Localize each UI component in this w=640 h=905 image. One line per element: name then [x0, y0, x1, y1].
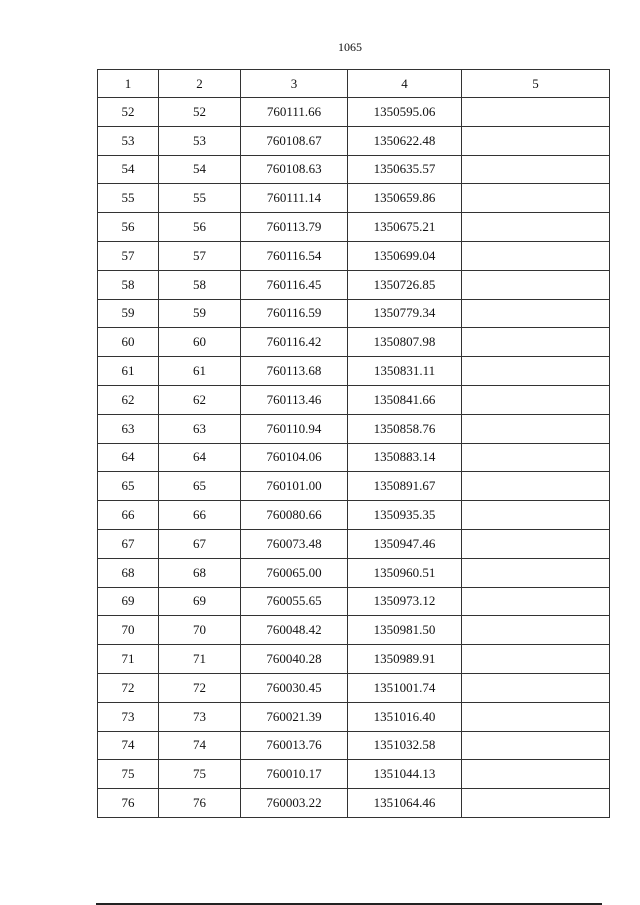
table-cell-col-2: 65 — [159, 472, 241, 501]
table-cell-col-2: 64 — [159, 443, 241, 472]
table-cell-col-5 — [462, 501, 610, 530]
table-cell-col-5 — [462, 616, 610, 645]
table-row — [98, 385, 610, 414]
table-row — [98, 501, 610, 530]
table-cell-col-3: 760116.42 — [241, 328, 348, 357]
table-cell-col-1: 69 — [98, 587, 159, 616]
table-cell-col-5 — [462, 385, 610, 414]
column-header-1: 1 — [98, 70, 159, 98]
table-row — [98, 357, 610, 386]
table-cell-col-1: 65 — [98, 472, 159, 501]
table-cell-col-5 — [462, 126, 610, 155]
table-cell-col-4: 1350807.98 — [348, 328, 462, 357]
table-row — [98, 558, 610, 587]
table-cell-col-4: 1350675.21 — [348, 213, 462, 242]
table-cell-col-3: 760104.06 — [241, 443, 348, 472]
table-cell-col-2: 75 — [159, 760, 241, 789]
table-cell-col-3: 760030.45 — [241, 673, 348, 702]
table-row — [98, 155, 610, 184]
table-cell-col-3: 760110.94 — [241, 414, 348, 443]
table-cell-col-1: 55 — [98, 184, 159, 213]
table-cell-col-3: 760108.63 — [241, 155, 348, 184]
table-cell-col-3: 760113.46 — [241, 385, 348, 414]
table-row — [98, 529, 610, 558]
table-cell-col-4: 1350831.11 — [348, 357, 462, 386]
table-cell-col-5 — [462, 299, 610, 328]
table-cell-col-4: 1350981.50 — [348, 616, 462, 645]
table-cell-col-1: 61 — [98, 357, 159, 386]
table-cell-col-1: 60 — [98, 328, 159, 357]
column-header-2: 2 — [159, 70, 241, 98]
table-cell-col-4: 1351044.13 — [348, 760, 462, 789]
table-cell-col-1: 63 — [98, 414, 159, 443]
table-cell-col-4: 1351016.40 — [348, 702, 462, 731]
table-cell-col-1: 57 — [98, 241, 159, 270]
table-row — [98, 184, 610, 213]
table-cell-col-5 — [462, 529, 610, 558]
table-row — [98, 241, 610, 270]
table-cell-col-1: 76 — [98, 789, 159, 818]
table-row — [98, 270, 610, 299]
table-header-row — [98, 70, 610, 98]
table-cell-col-5 — [462, 98, 610, 127]
table-cell-col-4: 1350779.34 — [348, 299, 462, 328]
table-cell-col-3: 760073.48 — [241, 529, 348, 558]
table-cell-col-3: 760080.66 — [241, 501, 348, 530]
table-cell-col-1: 54 — [98, 155, 159, 184]
table-cell-col-5 — [462, 760, 610, 789]
table-cell-col-1: 74 — [98, 731, 159, 760]
table-cell-col-1: 53 — [98, 126, 159, 155]
table-cell-col-4: 1350883.14 — [348, 443, 462, 472]
table-row — [98, 414, 610, 443]
table-cell-col-3: 760065.00 — [241, 558, 348, 587]
table-cell-col-5 — [462, 270, 610, 299]
table-cell-col-4: 1350960.51 — [348, 558, 462, 587]
table-cell-col-4: 1350595.06 — [348, 98, 462, 127]
table-row — [98, 731, 610, 760]
table-row — [98, 645, 610, 674]
table-cell-col-4: 1351032.58 — [348, 731, 462, 760]
table-cell-col-3: 760113.68 — [241, 357, 348, 386]
table-cell-col-4: 1350622.48 — [348, 126, 462, 155]
table-cell-col-4: 1350858.76 — [348, 414, 462, 443]
table-row — [98, 789, 610, 818]
table-row — [98, 126, 610, 155]
table-cell-col-5 — [462, 673, 610, 702]
table-cell-col-3: 760101.00 — [241, 472, 348, 501]
table-cell-col-1: 56 — [98, 213, 159, 242]
table-cell-col-4: 1350935.35 — [348, 501, 462, 530]
table-cell-col-4: 1351064.46 — [348, 789, 462, 818]
table-cell-col-3: 760021.39 — [241, 702, 348, 731]
table-cell-col-2: 54 — [159, 155, 241, 184]
table-cell-col-3: 760111.66 — [241, 98, 348, 127]
table-cell-col-2: 61 — [159, 357, 241, 386]
table-cell-col-3: 760111.14 — [241, 184, 348, 213]
table-row — [98, 587, 610, 616]
table-row — [98, 760, 610, 789]
table-cell-col-2: 56 — [159, 213, 241, 242]
table-cell-col-2: 70 — [159, 616, 241, 645]
table-cell-col-3: 760003.22 — [241, 789, 348, 818]
table-cell-col-1: 71 — [98, 645, 159, 674]
table-cell-col-1: 72 — [98, 673, 159, 702]
table-cell-col-2: 72 — [159, 673, 241, 702]
table-cell-col-5 — [462, 155, 610, 184]
table-cell-col-2: 63 — [159, 414, 241, 443]
table-row — [98, 299, 610, 328]
table-cell-col-1: 70 — [98, 616, 159, 645]
table-cell-col-4: 1350973.12 — [348, 587, 462, 616]
table-body — [98, 98, 610, 818]
table-cell-col-1: 67 — [98, 529, 159, 558]
table-cell-col-1: 64 — [98, 443, 159, 472]
table-cell-col-3: 760116.59 — [241, 299, 348, 328]
table-row — [98, 213, 610, 242]
table-cell-col-4: 1351001.74 — [348, 673, 462, 702]
table-cell-col-5 — [462, 357, 610, 386]
column-header-4: 4 — [348, 70, 462, 98]
table-cell-col-3: 760055.65 — [241, 587, 348, 616]
table-cell-col-4: 1350947.46 — [348, 529, 462, 558]
table-cell-col-5 — [462, 789, 610, 818]
table-cell-col-2: 66 — [159, 501, 241, 530]
table-row — [98, 443, 610, 472]
table-cell-col-1: 73 — [98, 702, 159, 731]
table-cell-col-3: 760108.67 — [241, 126, 348, 155]
table-cell-col-5 — [462, 472, 610, 501]
table-cell-col-1: 68 — [98, 558, 159, 587]
table-cell-col-5 — [462, 443, 610, 472]
table-cell-col-1: 62 — [98, 385, 159, 414]
table-cell-col-2: 57 — [159, 241, 241, 270]
table-cell-col-1: 75 — [98, 760, 159, 789]
table-cell-col-2: 68 — [159, 558, 241, 587]
table-row — [98, 472, 610, 501]
table-cell-col-2: 67 — [159, 529, 241, 558]
table-row — [98, 616, 610, 645]
table-cell-col-5 — [462, 731, 610, 760]
table-cell-col-1: 59 — [98, 299, 159, 328]
table-cell-col-5 — [462, 213, 610, 242]
table-cell-col-2: 76 — [159, 789, 241, 818]
table-cell-col-5 — [462, 587, 610, 616]
table-cell-col-4: 1350989.91 — [348, 645, 462, 674]
table-cell-col-5 — [462, 645, 610, 674]
table-cell-col-4: 1350841.66 — [348, 385, 462, 414]
coordinates-table — [97, 69, 610, 818]
table-cell-col-4: 1350726.85 — [348, 270, 462, 299]
table-row — [98, 328, 610, 357]
table-cell-col-3: 760010.17 — [241, 760, 348, 789]
table-cell-col-5 — [462, 414, 610, 443]
table-cell-col-2: 62 — [159, 385, 241, 414]
table-cell-col-4: 1350659.86 — [348, 184, 462, 213]
table-cell-col-2: 73 — [159, 702, 241, 731]
table-cell-col-2: 74 — [159, 731, 241, 760]
table-cell-col-2: 52 — [159, 98, 241, 127]
table-cell-col-2: 58 — [159, 270, 241, 299]
table-cell-col-3: 760048.42 — [241, 616, 348, 645]
table-cell-col-2: 60 — [159, 328, 241, 357]
table-cell-col-2: 55 — [159, 184, 241, 213]
table-cell-col-2: 53 — [159, 126, 241, 155]
table-cell-col-3: 760113.79 — [241, 213, 348, 242]
column-header-5: 5 — [462, 70, 610, 98]
page-number: 1065 — [338, 40, 362, 54]
table-cell-col-1: 58 — [98, 270, 159, 299]
column-header-3: 3 — [241, 70, 348, 98]
table-row — [98, 702, 610, 731]
table-cell-col-2: 71 — [159, 645, 241, 674]
table-cell-col-3: 760116.54 — [241, 241, 348, 270]
table-cell-col-5 — [462, 241, 610, 270]
table-cell-col-4: 1350891.67 — [348, 472, 462, 501]
table-cell-col-5 — [462, 558, 610, 587]
table-cell-col-5 — [462, 702, 610, 731]
table-row — [98, 98, 610, 127]
table-cell-col-3: 760013.76 — [241, 731, 348, 760]
table-cell-col-3: 760116.45 — [241, 270, 348, 299]
table-cell-col-2: 69 — [159, 587, 241, 616]
table-cell-col-5 — [462, 184, 610, 213]
table-cell-col-4: 1350635.57 — [348, 155, 462, 184]
table-cell-col-1: 66 — [98, 501, 159, 530]
table-cell-col-1: 52 — [98, 98, 159, 127]
table-row — [98, 673, 610, 702]
table-cell-col-2: 59 — [159, 299, 241, 328]
table-cell-col-4: 1350699.04 — [348, 241, 462, 270]
table-cell-col-3: 760040.28 — [241, 645, 348, 674]
table-cell-col-5 — [462, 328, 610, 357]
